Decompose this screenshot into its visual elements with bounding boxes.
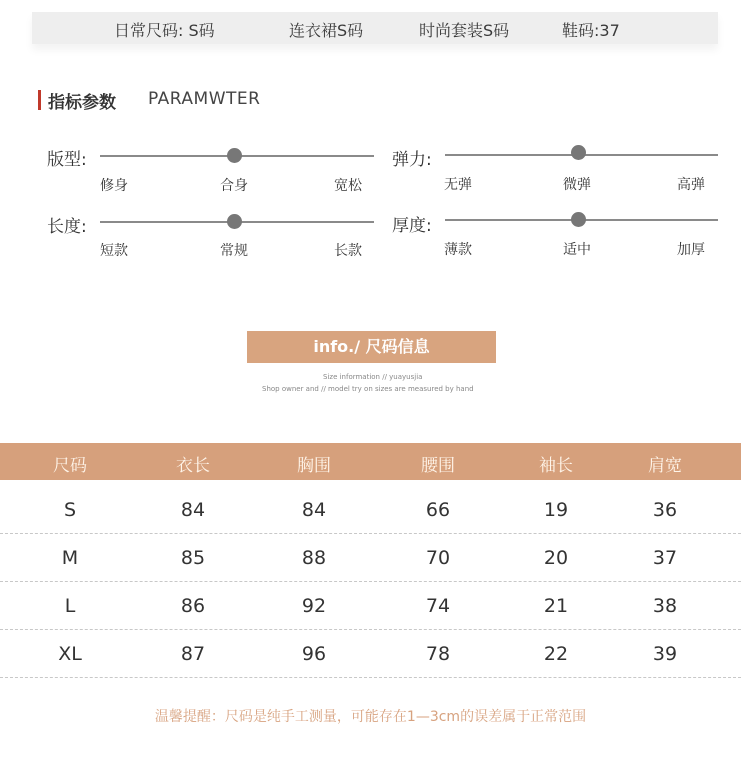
section-accent-bar <box>38 90 41 110</box>
section-title: 指标参数 <box>48 93 116 113</box>
table-cell: 36 <box>652 499 678 521</box>
table-cell: 84 <box>180 499 206 521</box>
param-fit-marker <box>227 148 242 163</box>
table-row <box>0 630 741 678</box>
param-fit-option: 合身 <box>220 178 248 194</box>
table-cell: 22 <box>543 643 569 665</box>
table-cell: 39 <box>652 643 678 665</box>
param-thickness-marker <box>571 212 586 227</box>
header-length: 衣长 <box>176 456 210 476</box>
param-length-label: 长度: <box>47 217 87 237</box>
table-cell: XL <box>58 643 82 665</box>
table-cell: 20 <box>543 547 569 569</box>
param-thickness-option: 加厚 <box>677 242 705 258</box>
table-cell: 87 <box>180 643 206 665</box>
param-elasticity-option: 无弹 <box>444 177 472 193</box>
measurement-note: 温馨提醒：尺码是纯手工测量，可能存在1—3cm的误差属于正常范围 <box>154 709 587 725</box>
table-cell: 84 <box>301 499 327 521</box>
param-thickness-option: 薄款 <box>444 242 472 258</box>
table-cell: 21 <box>543 595 569 617</box>
table-cell: 88 <box>301 547 327 569</box>
header-sleeve: 袖长 <box>539 456 573 476</box>
table-cell: 19 <box>543 499 569 521</box>
table-cell: S <box>63 499 77 521</box>
table-row <box>0 582 741 630</box>
table-cell: 86 <box>180 595 206 617</box>
param-thickness-label: 厚度: <box>392 216 432 236</box>
param-fit-option: 宽松 <box>334 178 362 194</box>
param-fit-label: 版型: <box>47 150 87 170</box>
param-elasticity-label: 弹力: <box>392 150 432 170</box>
size-table-header <box>0 443 741 480</box>
table-cell: 70 <box>425 547 451 569</box>
param-elasticity-marker <box>571 145 586 160</box>
daily-size-text: 日常尺码: S码 <box>114 21 215 40</box>
header-size: 尺码 <box>53 456 87 476</box>
table-cell: 85 <box>180 547 206 569</box>
param-fit-option: 修身 <box>100 178 128 194</box>
table-cell: 96 <box>301 643 327 665</box>
param-length-option: 短款 <box>100 243 128 259</box>
size-recommendation-bar <box>32 12 718 44</box>
size-info-note: Shop owner and // model try on sizes are measured by hand <box>262 385 474 393</box>
table-cell: 78 <box>425 643 451 665</box>
table-cell: 37 <box>652 547 678 569</box>
table-cell: 38 <box>652 595 678 617</box>
shoe-size-text: 鞋码:37 <box>562 21 620 40</box>
size-info-badge: info./ 尺码信息 <box>247 331 496 363</box>
param-thickness-option: 适中 <box>563 242 591 258</box>
param-length-marker <box>227 214 242 229</box>
set-size-text: 时尚套装S码 <box>419 21 510 40</box>
section-subtitle: PARAMWTER <box>148 89 261 109</box>
param-length-option: 长款 <box>334 243 362 259</box>
table-cell: M <box>61 547 79 569</box>
table-cell: 66 <box>425 499 451 521</box>
size-info-caption: Size information // yuayusjia <box>323 373 423 381</box>
table-cell: 92 <box>301 595 327 617</box>
table-row <box>0 486 741 534</box>
table-row <box>0 534 741 582</box>
header-bust: 胸围 <box>297 456 331 476</box>
param-elasticity-option: 高弹 <box>677 177 705 193</box>
header-shoulder: 肩宽 <box>648 456 682 476</box>
table-cell: 74 <box>425 595 451 617</box>
param-elasticity-option: 微弹 <box>563 177 591 193</box>
param-length-option: 常规 <box>220 243 248 259</box>
header-waist: 腰围 <box>421 456 455 476</box>
dress-size-text: 连衣裙S码 <box>289 21 364 40</box>
table-cell: L <box>64 595 76 617</box>
